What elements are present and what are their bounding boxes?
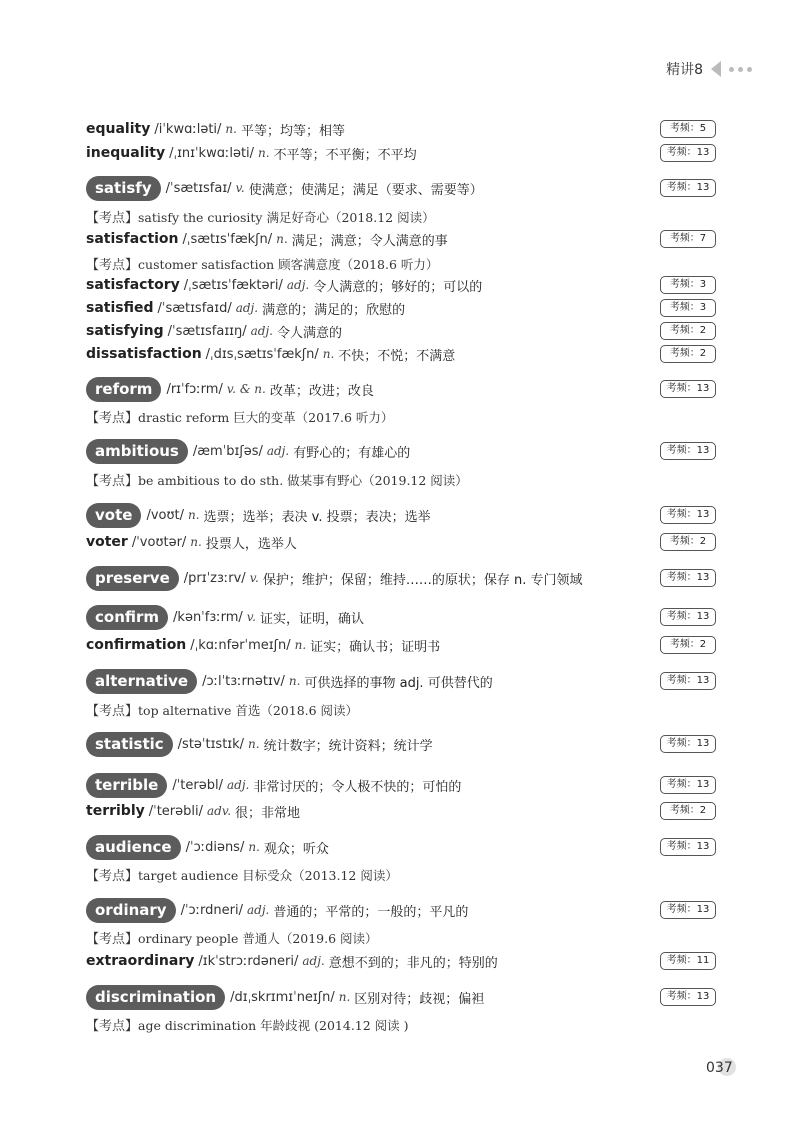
meaning: 平等；均等；相等: [240, 123, 345, 139]
frequency-badge: 考频：13: [660, 838, 716, 856]
headword-entry: [86, 835, 716, 859]
pronunciation: /ˈterəbli/: [148, 803, 203, 819]
exam-note-tag: 【考点】: [86, 703, 139, 719]
meaning: 令人满意的；够好的；可以的: [313, 279, 483, 295]
exam-note: [86, 251, 716, 275]
frequency-badge: 考频：13: [660, 442, 716, 460]
part-of-speech: adj.: [266, 444, 290, 458]
part-of-speech: n.: [294, 638, 307, 652]
exam-note-text: [86, 254, 438, 273]
meaning: 区别对待；歧视；偏袒: [354, 991, 485, 1007]
meaning: 改革；改进；改良: [269, 383, 374, 399]
meaning: 选票；选举；表决 v. 投票；表决；选举: [203, 509, 431, 525]
headword-pill: ambitious: [86, 439, 188, 464]
frequency-badge: 考频：13: [660, 179, 716, 197]
exam-note-body: ordinary people 普通人（2019.6 阅读）: [138, 930, 378, 946]
part-of-speech: v.: [235, 181, 245, 195]
part-of-speech: n.: [248, 840, 260, 854]
exam-note-text: [86, 207, 435, 226]
word-entry: [86, 633, 716, 657]
headword-pill: discrimination: [86, 985, 225, 1010]
part-of-speech: n.: [248, 737, 260, 751]
pronunciation: /ˈvoʊtər/: [131, 534, 187, 550]
part-of-speech: adj.: [235, 301, 259, 315]
pronunciation: /ˈterəbl/: [172, 777, 223, 793]
page-number: 037: [706, 1060, 733, 1076]
pronunciation: /ˌkɑːnfərˈmeɪʃn/: [190, 637, 291, 653]
word-entry: [86, 117, 716, 141]
word-text: extraordinary: [86, 953, 195, 969]
meaning: 满意的；满足的；欣慰的: [262, 302, 406, 318]
pronunciation: /ɔːlˈtɜːrnətɪv/: [202, 673, 285, 689]
pronunciation: /ˌsætɪsˈfækʃn/: [182, 231, 273, 247]
meaning: 有野心的；有雄心的: [293, 445, 411, 461]
meaning: 保护；维护；保留；维持……的原状；保存 n. 专门领域: [262, 572, 583, 588]
word-entry: [86, 949, 716, 973]
exam-note-body: customer satisfaction 顾客满意度（2018.6 听力）: [138, 256, 439, 272]
exam-note-body: satisfy the curiosity 满足好奇心（2018.12 阅读）: [138, 209, 435, 225]
exam-note-tag: 【考点】: [86, 473, 139, 489]
headword-pill: vote: [86, 503, 141, 528]
frequency-badge: 考频：13: [660, 672, 716, 690]
word-text: satisfying: [86, 323, 164, 339]
exam-note-tag: 【考点】: [86, 410, 139, 426]
frequency-badge: 考频：2: [660, 802, 716, 820]
headword-pill: audience: [86, 835, 181, 860]
word-text: inequality: [86, 145, 166, 161]
headword-pill: confirm: [86, 605, 168, 630]
meaning: 不平等；不平衡；不平均: [273, 147, 417, 163]
arrow-left-icon: [711, 61, 721, 77]
word-text: equality: [86, 121, 151, 137]
meaning: 可供选择的事物 adj. 可供替代的: [304, 675, 493, 691]
pronunciation: /ˈsætɪsfaɪɪŋ/: [167, 323, 247, 339]
part-of-speech: adj.: [286, 278, 310, 292]
part-of-speech: n.: [276, 232, 288, 246]
meaning: 很；非常地: [235, 805, 301, 821]
pronunciation: /voʊt/: [146, 507, 184, 523]
part-of-speech: n.: [187, 508, 200, 522]
headword-entry: [86, 439, 716, 463]
frequency-badge: 考频：13: [660, 608, 716, 626]
exam-note-body: top alternative 首选（2018.6 阅读）: [138, 702, 359, 718]
word-text: satisfaction: [86, 231, 179, 247]
frequency-badge: 考频：13: [660, 988, 716, 1006]
exam-note-text: [86, 407, 393, 426]
headword-entry: [86, 985, 716, 1009]
headword-entry: [86, 669, 716, 693]
headword-pill: reform: [86, 377, 161, 402]
word-text: voter: [86, 534, 128, 550]
meaning: 意想不到的；非凡的；特别的: [328, 955, 498, 971]
word-entry: [86, 342, 716, 366]
headword-entry: [86, 898, 716, 922]
part-of-speech: v.: [249, 571, 259, 585]
frequency-badge: 考频：2: [660, 533, 716, 551]
frequency-badge: 考频：13: [660, 735, 716, 753]
headword-pill: statistic: [86, 732, 173, 757]
meaning: 证实；确认书；证明书: [310, 639, 441, 655]
meaning: 使满意；使满足；满足（要求、需要等）: [248, 182, 483, 198]
pronunciation: /rɪˈfɔːrm/: [166, 381, 223, 397]
meaning: 不快；不悦；不满意: [338, 348, 456, 364]
exam-note: [86, 697, 716, 721]
part-of-speech: n.: [258, 146, 270, 160]
meaning: 满足；满意；令人满意的事: [291, 233, 448, 249]
exam-note-text: [86, 470, 468, 489]
exam-note: [86, 404, 716, 428]
word-entry: [86, 141, 716, 165]
meaning: 观众；听众: [263, 841, 329, 857]
frequency-badge: 考频：13: [660, 506, 716, 524]
section-label: 精讲8: [666, 62, 703, 78]
pronunciation: /ˈsætɪsfaɪ/: [165, 180, 232, 196]
pronunciation: /dɪˌskrɪmɪˈneɪʃn/: [230, 989, 335, 1005]
word-text: terribly: [86, 803, 145, 819]
dots-icon: [729, 67, 752, 72]
frequency-badge: 考频：3: [660, 299, 716, 317]
pronunciation: /iˈkwɑːləti/: [154, 121, 222, 137]
part-of-speech: adj.: [250, 324, 273, 338]
word-entry: [86, 799, 716, 823]
part-of-speech: n.: [288, 674, 301, 688]
word-entry: [86, 319, 716, 343]
exam-note-text: [86, 865, 398, 884]
word-text: satisfied: [86, 300, 154, 316]
part-of-speech: v. & n.: [226, 382, 266, 396]
exam-note-tag: 【考点】: [86, 1018, 139, 1034]
frequency-badge: 考频：7: [660, 230, 716, 248]
part-of-speech: n.: [190, 535, 202, 549]
meaning: 投票人，选举人: [205, 536, 297, 552]
pronunciation: /prɪˈzɜːrv/: [183, 570, 246, 586]
headword-entry: [86, 377, 716, 401]
headword-entry: [86, 605, 716, 629]
pronunciation: /ˌsætɪsˈfæktəri/: [183, 277, 283, 293]
pronunciation: /ˈɔːdiəns/: [185, 839, 245, 855]
exam-note: [86, 204, 716, 228]
headword-pill: alternative: [86, 669, 197, 694]
exam-note: [86, 467, 716, 491]
pronunciation: /æmˈbɪʃəs/: [192, 443, 263, 459]
exam-note-tag: 【考点】: [86, 257, 139, 273]
pronunciation: /stəˈtɪstɪk/: [177, 736, 245, 752]
exam-note-body: drastic reform 巨大的变革（2017.6 听力）: [138, 409, 394, 425]
meaning: 统计数字；统计资料；统计学: [263, 738, 433, 754]
frequency-badge: 考频：11: [660, 952, 716, 970]
headword-entry: [86, 732, 716, 756]
part-of-speech: n.: [322, 347, 335, 361]
exam-note-body: age discrimination 年龄歧视 (2014.12 阅读 ): [138, 1017, 409, 1033]
part-of-speech: n.: [338, 990, 351, 1004]
headword-entry: [86, 773, 716, 797]
meaning: 令人满意的: [277, 325, 343, 341]
headword-pill: preserve: [86, 566, 179, 591]
headword-entry: [86, 176, 716, 200]
part-of-speech: adv.: [207, 804, 232, 818]
word-text: dissatisfaction: [86, 346, 202, 362]
exam-note-tag: 【考点】: [86, 210, 139, 226]
frequency-badge: 考频：13: [660, 144, 716, 162]
exam-note-text: [86, 928, 378, 947]
headword-pill: ordinary: [86, 898, 176, 923]
pronunciation: /kənˈfɜːrm/: [173, 609, 243, 625]
part-of-speech: adj.: [226, 778, 250, 792]
pronunciation: /ˈsætɪsfaɪd/: [157, 300, 232, 316]
part-of-speech: v.: [246, 610, 256, 624]
pronunciation: /ɪkˈstrɔːrdəneri/: [198, 953, 299, 969]
headword-pill: terrible: [86, 773, 167, 798]
frequency-badge: 考频：13: [660, 776, 716, 794]
frequency-badge: 考频：2: [660, 636, 716, 654]
headword-entry: [86, 566, 716, 590]
pronunciation: /ˈɔːrdneri/: [180, 902, 243, 918]
meaning: 非常讨厌的；令人极不快的；可怕的: [253, 779, 462, 795]
part-of-speech: adj.: [302, 954, 325, 968]
headword-pill: satisfy: [86, 176, 161, 201]
exam-note-text: [86, 700, 358, 719]
pronunciation: /ˌdɪsˌsætɪsˈfækʃn/: [205, 346, 319, 362]
exam-note-body: target audience 目标受众（2013.12 阅读）: [138, 867, 398, 883]
headword-entry: [86, 503, 716, 527]
word-entry: [86, 273, 716, 297]
pronunciation: /ˌɪnɪˈkwɑːləti/: [169, 145, 255, 161]
word-text: satisfactory: [86, 277, 180, 293]
exam-note-text: [86, 1015, 409, 1034]
exam-note: [86, 862, 716, 886]
part-of-speech: n.: [225, 122, 237, 136]
frequency-badge: 考频：2: [660, 345, 716, 363]
part-of-speech: adj.: [246, 903, 270, 917]
frequency-badge: 考频：5: [660, 120, 716, 138]
word-entry: [86, 227, 716, 251]
exam-note-tag: 【考点】: [86, 868, 139, 884]
frequency-badge: 考频：2: [660, 322, 716, 340]
page-header: [666, 58, 752, 80]
exam-note: [86, 925, 716, 949]
exam-note-body: be ambitious to do sth. 做某事有野心（2019.12 阅读）: [138, 472, 468, 488]
word-text: confirmation: [86, 637, 187, 653]
frequency-badge: 考频：13: [660, 901, 716, 919]
meaning: 证实，证明，确认: [259, 611, 364, 627]
word-entry: [86, 530, 716, 554]
frequency-badge: 考频：13: [660, 569, 716, 587]
word-entry: [86, 296, 716, 320]
frequency-badge: 考频：3: [660, 276, 716, 294]
frequency-badge: 考频：13: [660, 380, 716, 398]
meaning: 普通的；平常的；一般的；平凡的: [273, 904, 469, 920]
exam-note: [86, 1012, 716, 1036]
exam-note-tag: 【考点】: [86, 931, 139, 947]
